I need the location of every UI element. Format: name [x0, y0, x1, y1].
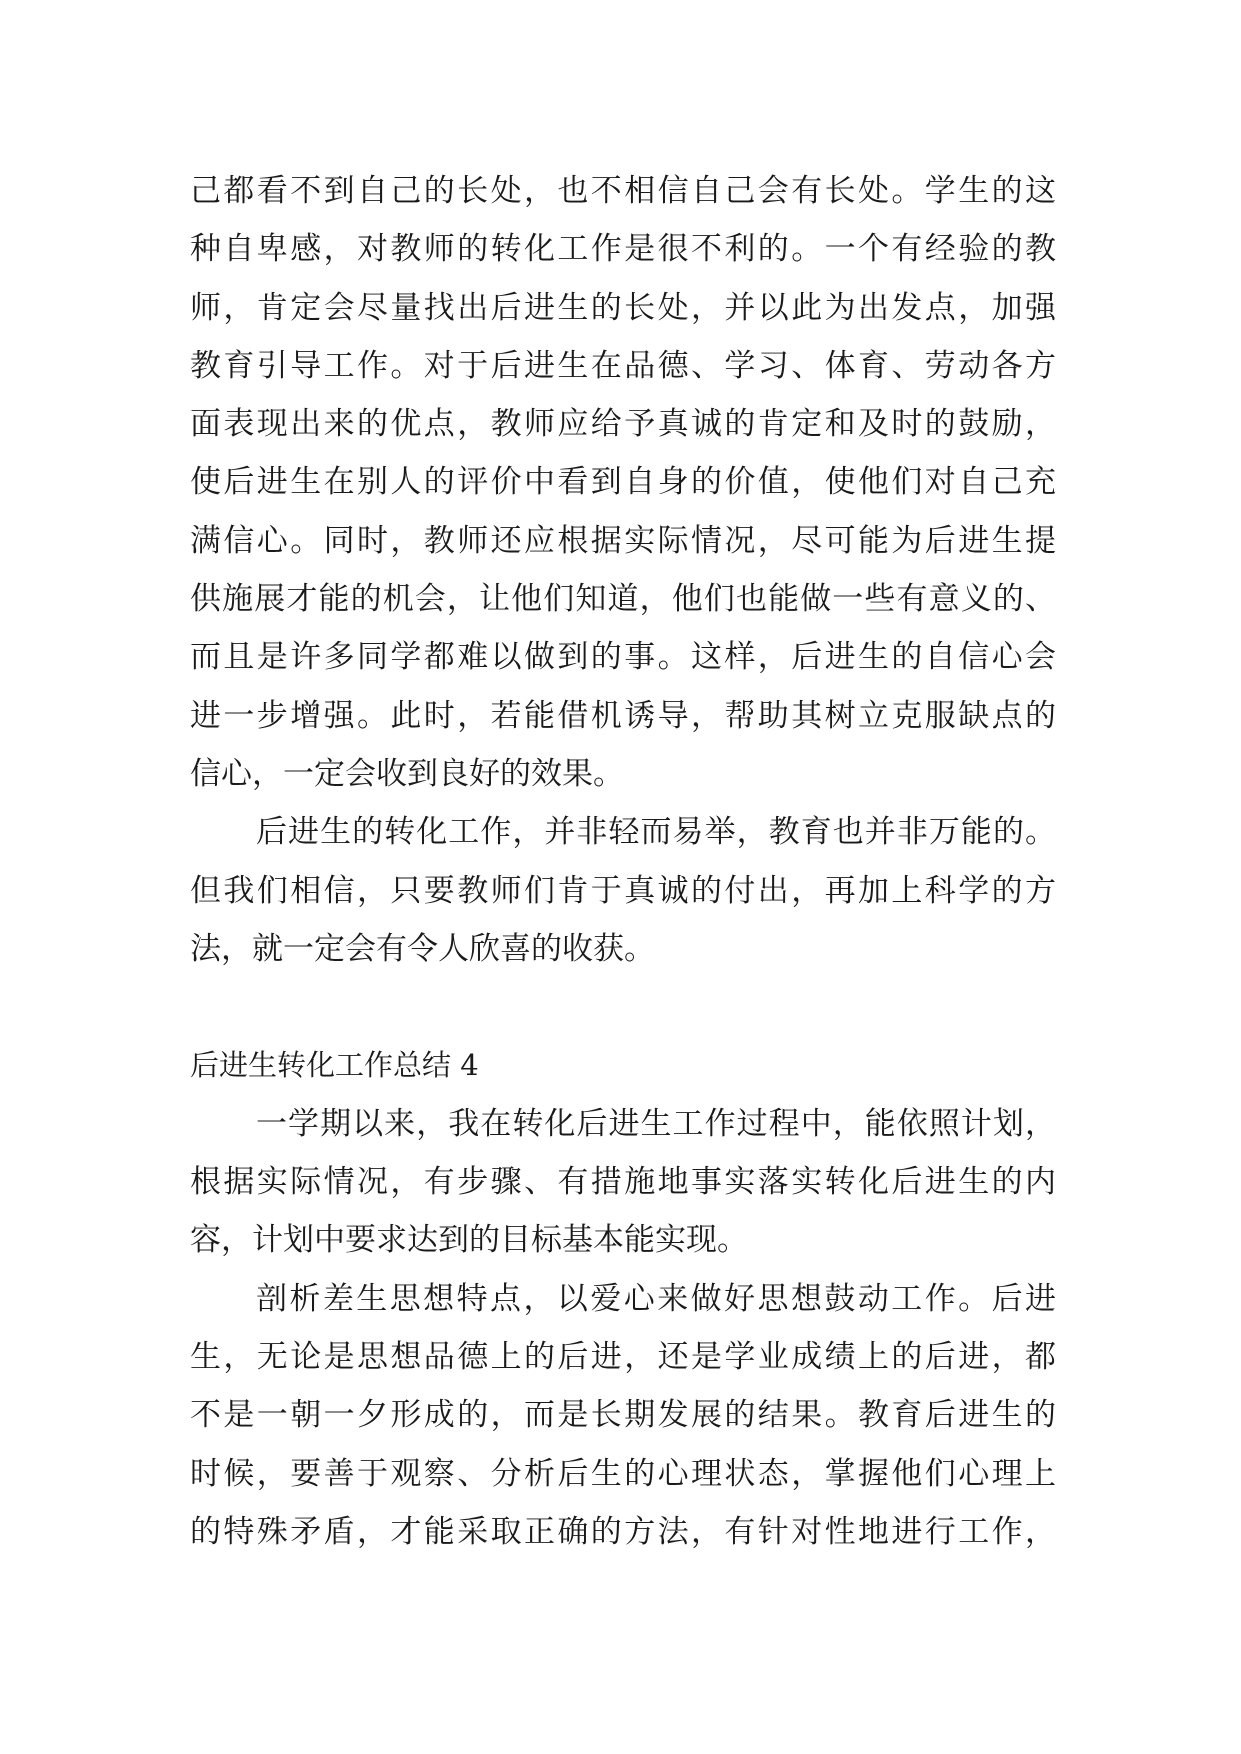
text-line: 时候，要善于观察、分析后生的心理状态，掌握他们心理上 [190, 1455, 1056, 1492]
paragraph [190, 162, 1056, 803]
section-heading: 后进生转化工作总结 4 [190, 1048, 479, 1083]
text-line: 容，计划中要求达到的目标基本能实现。 [190, 1222, 748, 1259]
text-line: 供施展才能的机会，让他们知道，他们也能做一些有意义的、 [190, 581, 1056, 618]
text-line: 但我们相信，只要教师们肯于真诚的付出，再加上科学的方 [190, 872, 1056, 909]
text-line: 而且是许多同学都难以做到的事。这样，后进生的自信心会 [190, 639, 1056, 676]
text-line: 使后进生在别人的评价中看到自身的价值，使他们对自己充 [190, 464, 1056, 501]
text-line: 教育引导工作。对于后进生在品德、学习、体育、劳动各方 [190, 347, 1056, 384]
blank-line [190, 978, 1056, 1036]
text-line: 生，无论是思想品德上的后进，还是学业成绩上的后进，都 [190, 1338, 1056, 1375]
paragraph [190, 1095, 1056, 1270]
text-line: 满信心。同时，教师还应根据实际情况，尽可能为后进生提 [190, 522, 1056, 559]
text-line: 剖析差生思想特点，以爱心来做好思想鼓动工作。后进 [256, 1280, 1056, 1317]
text-line: 后进生的转化工作，并非轻而易举，教育也并非万能的。 [256, 814, 1056, 851]
document-body [190, 162, 1056, 1561]
text-line: 己都看不到自己的长处，也不相信自己会有长处。学生的这 [190, 173, 1056, 209]
text-line: 师，肯定会尽量找出后进生的长处，并以此为出发点，加强 [190, 289, 1056, 326]
paragraph [190, 1270, 1056, 1561]
paragraph [190, 803, 1056, 978]
text-line: 种自卑感，对教师的转化工作是很不利的。一个有经验的教 [190, 231, 1056, 268]
text-line: 根据实际情况，有步骤、有措施地事实落实转化后进生的内 [190, 1164, 1056, 1201]
text-line: 面表现出来的优点，教师应给予真诚的肯定和及时的鼓励， [190, 406, 1056, 443]
text-line: 进一步增强。此时，若能借机诱导，帮助其树立克服缺点的 [190, 697, 1056, 734]
text-line: 不是一朝一夕形成的，而是长期发展的结果。教育后进生的 [190, 1397, 1056, 1434]
text-line: 法，就一定会有令人欣喜的收获。 [190, 930, 655, 967]
text-line: 一学期以来，我在转化后进生工作过程中，能依照计划， [256, 1105, 1056, 1142]
text-line: 的特殊矛盾，才能采取正确的方法，有针对性地进行工作， [190, 1513, 1056, 1550]
text-line: 信心，一定会收到良好的效果。 [190, 755, 624, 792]
